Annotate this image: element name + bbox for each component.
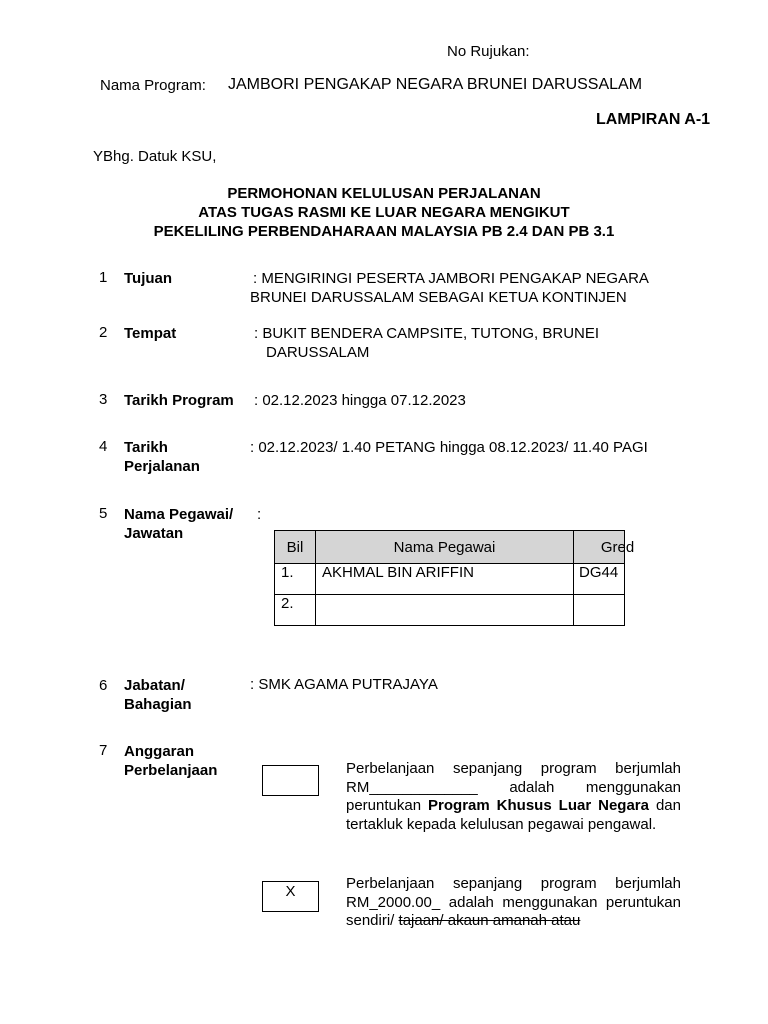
table-cell-bil: 2.	[275, 595, 316, 626]
table-header-gred: Gred	[574, 531, 625, 564]
tarikh-perjalanan-label-line-2: Perjalanan	[124, 458, 200, 475]
nama-program-label: Nama Program:	[100, 77, 206, 94]
option2-text-a: Perbelanjaan sepanjang program berjumlah RM_2000.00_ adalah menggunakan peruntukan sendiri/	[346, 875, 681, 929]
table-cell-bil: 1.	[275, 564, 316, 595]
lampiran-label: LAMPIRAN A-1	[596, 111, 711, 128]
nama-program-value: JAMBORI PENGAKAP NEGARA BRUNEI DARUSSALAM	[228, 76, 643, 93]
table-cell-gred: DG44	[574, 564, 625, 595]
item-number-6: 6	[99, 677, 108, 694]
anggaran-label	[124, 742, 217, 780]
tarikh-perjalanan-label	[124, 438, 200, 476]
tempat-value-line-1: : BUKIT BENDERA CAMPSITE, TUTONG, BRUNEI	[254, 325, 600, 342]
tempat-value-line-2: DARUSSALAM	[266, 344, 370, 361]
nama-pegawai-colon: :	[257, 506, 262, 523]
option1-text-bold: Program Khusus Luar Negara	[428, 797, 649, 814]
table-row	[275, 564, 625, 595]
option1-text-a: Perbelanjaan sepanjang program berjumlah RM_____________ adalah menggunakan peruntukan	[346, 760, 681, 814]
jabatan-label-line-1: Jabatan/	[124, 677, 185, 694]
salutation: YBhg. Datuk KSU,	[93, 148, 217, 165]
pegawai-table	[274, 530, 635, 626]
tarikh-perjalanan-value: : 02.12.2023/ 1.40 PETANG hingga 08.12.2023/ 11.40 PAGI	[250, 439, 648, 456]
item-number-2: 2	[99, 324, 108, 341]
tarikh-program-value: : 02.12.2023 hingga 07.12.2023	[254, 392, 466, 409]
table-cell-nama	[316, 595, 574, 626]
tujuan-value-line-1: : MENGIRINGI PESERTA JAMBORI PENGAKAP NEGARA	[253, 270, 649, 287]
item-number-3: 3	[99, 391, 108, 408]
item-number-5: 5	[99, 505, 108, 522]
tempat-value	[254, 324, 599, 362]
table-header-bil: Bil	[275, 531, 316, 564]
table-cell-nama: AKHMAL BIN ARIFFIN	[316, 564, 574, 595]
tujuan-label: Tujuan	[124, 270, 173, 287]
option1-checkbox[interactable]	[262, 765, 319, 796]
tarikh-program-label: Tarikh Program	[124, 392, 234, 409]
no-rujukan-label: No Rujukan:	[447, 43, 530, 60]
nama-pegawai-label-line-2: Jawatan	[124, 525, 184, 542]
jabatan-label	[124, 676, 192, 714]
title-line-3: PEKELILING PERBENDAHARAAN MALAYSIA PB 2.4 DAN PB 3.1	[153, 223, 615, 240]
table-header-nama: Nama Pegawai	[316, 531, 574, 564]
anggaran-label-line-2: Perbelanjaan	[124, 762, 218, 779]
tempat-label: Tempat	[124, 325, 177, 342]
item-number-7: 7	[99, 742, 108, 759]
option2-checkbox[interactable]: X	[262, 881, 319, 912]
jabatan-label-line-2: Bahagian	[124, 696, 192, 713]
tarikh-perjalanan-label-line-1: Tarikh	[124, 439, 168, 456]
option2-text	[346, 875, 681, 931]
option2-text-strike: tajaan/ akaun amanah atau	[398, 912, 581, 929]
title-line-1: PERMOHONAN KELULUSAN PERJALANAN	[227, 185, 541, 202]
jabatan-value: : SMK AGAMA PUTRAJAYA	[250, 676, 438, 693]
nama-pegawai-label-line-1: Nama Pegawai/	[124, 506, 234, 523]
tujuan-value-line-2: BRUNEI DARUSSALAM SEBAGAI KETUA KONTINJEN	[250, 289, 627, 306]
option1-text	[346, 760, 681, 834]
title-line-2: ATAS TUGAS RASMI KE LUAR NEGARA MENGIKUT	[198, 204, 570, 221]
table-header-row	[275, 531, 625, 564]
item-number-1: 1	[99, 269, 108, 286]
anggaran-label-line-1: Anggaran	[124, 743, 195, 760]
tujuan-value	[250, 269, 649, 307]
option1-text-b: dan tertakluk kepada kelulusan pegawai pengawal.	[346, 797, 681, 833]
item-number-4: 4	[99, 438, 108, 455]
table-cell-gred	[574, 595, 625, 626]
table-row	[275, 595, 625, 626]
document-title	[0, 184, 768, 241]
nama-pegawai-label	[124, 505, 233, 543]
